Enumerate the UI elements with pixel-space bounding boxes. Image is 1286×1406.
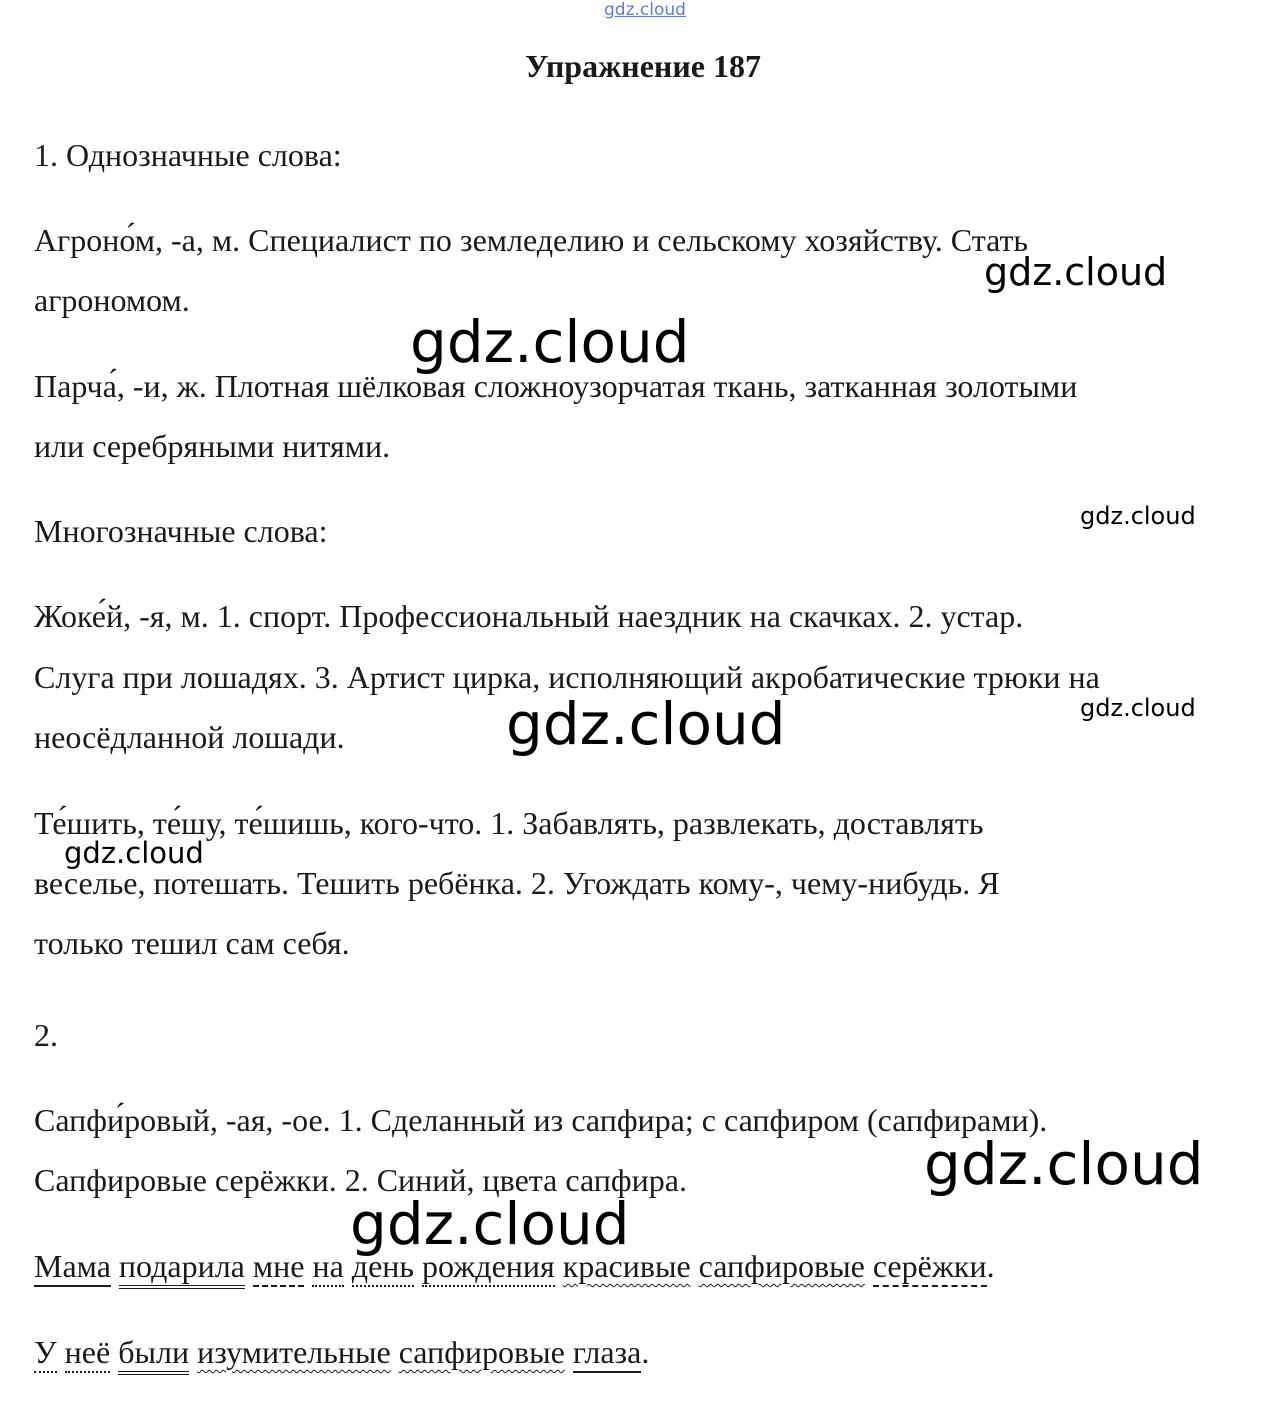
- definition-line: веселье, потешать. Тешить ребёнка. 2. Угождать кому-, чему-нибудь. Я: [34, 865, 1000, 901]
- definition-line: агрономом.: [34, 282, 190, 318]
- section-heading-single: 1. Однозначные слова:: [34, 137, 342, 173]
- watermark: gdz.cloud: [984, 250, 1168, 294]
- section-number: 2.: [34, 1017, 58, 1053]
- page-title: Упражнение 187: [524, 48, 761, 84]
- watermark: gdz.cloud: [506, 690, 786, 758]
- definition-line: или серебряными нитями.: [34, 428, 391, 464]
- definition-line: Сапфи́ровый, -ая, -ое. 1. Сделанный из сапфира; с сапфиром (сапфирами).: [34, 1102, 1048, 1138]
- parsed-sentence: [34, 1334, 649, 1371]
- sentence-end: .: [641, 1334, 650, 1370]
- definition-line: Слуга при лошадях. 3. Артист цирка, исполняющий акробатические трюки на: [34, 659, 1100, 695]
- circumstance-word: У: [34, 1334, 57, 1373]
- attribute-word: сапфировые: [698, 1248, 865, 1284]
- attribute-word: красивые: [562, 1248, 691, 1284]
- watermark-top[interactable]: gdz.cloud: [604, 0, 686, 20]
- circumstance-word: день: [352, 1248, 414, 1287]
- object-word: серёжки: [873, 1248, 987, 1287]
- object-word: мне: [253, 1248, 305, 1287]
- definition-line: Сапфировые серёжки. 2. Синий, цвета сапфира.: [34, 1162, 687, 1198]
- parsed-sentence: [34, 1248, 995, 1285]
- attribute-word: изумительные: [197, 1334, 391, 1370]
- watermark: gdz.cloud: [64, 836, 204, 870]
- definition-line: неосёдланной лошади.: [34, 719, 345, 755]
- predicate-word: были: [118, 1334, 189, 1375]
- definition-line: только тешил сам себя.: [34, 925, 350, 961]
- attribute-word: сапфировые: [398, 1334, 565, 1370]
- subject-word: глаза: [573, 1334, 642, 1373]
- watermark: gdz.cloud: [410, 308, 690, 376]
- circumstance-word: рождения: [422, 1248, 555, 1287]
- definition-line: Агроно́м, -а, м. Специалист по земледелию и сельскому хозяйству. Стать: [34, 222, 1029, 258]
- circumstance-word: на: [312, 1248, 343, 1287]
- section-heading-multi: Многозначные слова:: [34, 513, 328, 549]
- definition-line: Жоке́й, -я, м. 1. спорт. Профессиональный наездник на скачках. 2. устар.: [34, 598, 1024, 634]
- watermark: gdz.cloud: [1080, 502, 1196, 530]
- predicate-word: подарила: [119, 1248, 245, 1289]
- sentence-end: .: [986, 1248, 995, 1284]
- circumstance-word: неё: [65, 1334, 111, 1373]
- definition-line: Парча́, -и, ж. Плотная шёлковая сложноузорчатая ткань, затканная золотыми: [34, 368, 1078, 404]
- watermark: gdz.cloud: [924, 1130, 1204, 1198]
- subject-word: Мама: [34, 1248, 111, 1287]
- watermark: gdz.cloud: [350, 1190, 630, 1258]
- watermark: gdz.cloud: [1080, 694, 1196, 722]
- definition-line: Те́шить, те́шу, те́шишь, кого-что. 1. Забавлять, развлекать, доставлять: [34, 805, 984, 841]
